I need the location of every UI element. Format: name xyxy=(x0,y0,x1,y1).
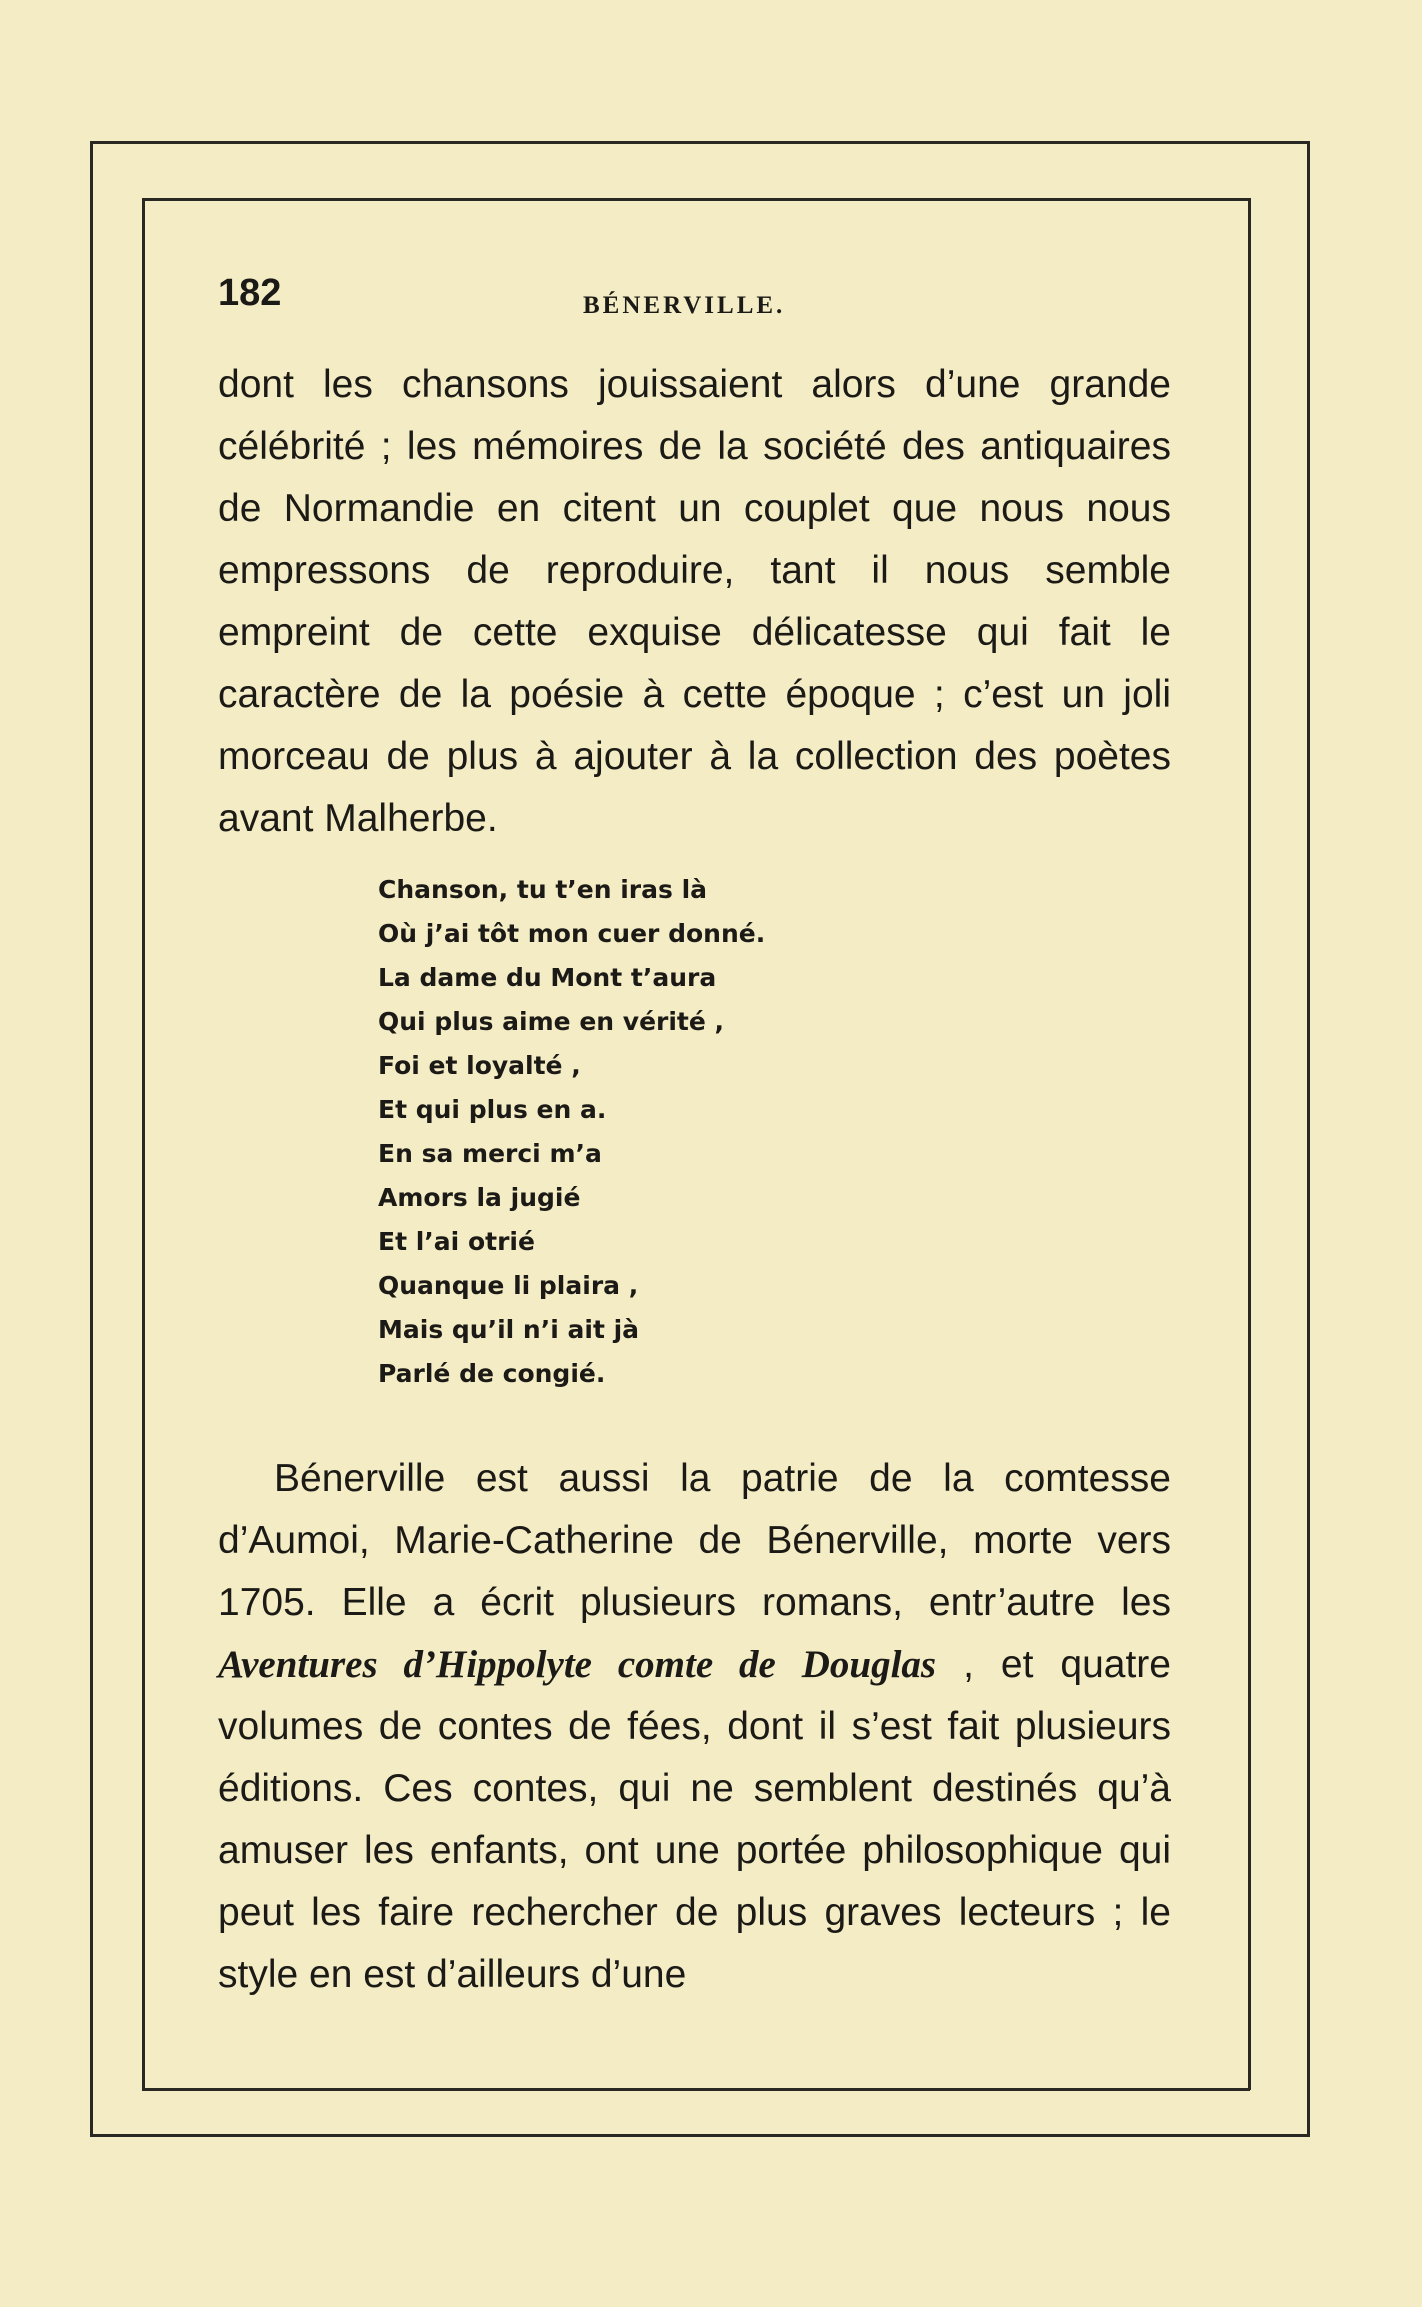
outer-frame-right-rule xyxy=(1307,141,1310,2137)
book-title: Aventures d’Hippolyte comte de Douglas xyxy=(218,1643,937,1686)
poem-block xyxy=(378,868,765,1396)
running-head: BÉNERVILLE. xyxy=(583,292,786,319)
poem-line: Mais qu’il n’i ait jà xyxy=(378,1315,640,1344)
inner-frame-right-rule xyxy=(1248,198,1251,2090)
paragraph-intro: dont les chansons jouissaient alors d’une grande célébrité ; les mémoires de la société des antiquaires de Normandie en citent un couplet que nous nous empressons de reproduire, tant il nous semble empreint de cette exquise délicatesse qui fait le caractère de la poésie à cette époque ; c’est un joli morceau de plus à ajouter à la collection des poètes avant Malherbe. xyxy=(218,363,1171,840)
poem-line: Chanson, tu t’en iras là xyxy=(378,875,708,904)
poem-line: En sa merci m’a xyxy=(378,1139,602,1168)
page-number: 182 xyxy=(218,272,282,314)
poem-line: La dame du Mont t’aura xyxy=(378,963,717,992)
inner-frame-top-rule xyxy=(142,198,1250,201)
poem-line: Où j’ai tôt mon cuer donné. xyxy=(378,919,766,948)
page-header xyxy=(218,272,1178,332)
outer-frame-left-rule xyxy=(90,141,93,2137)
paragraph-benerville xyxy=(218,1448,1171,2006)
poem-line: Parlé de congié. xyxy=(378,1359,606,1388)
poem-line: Foi et loyalté , xyxy=(378,1051,581,1080)
inner-frame-bottom-rule xyxy=(142,2088,1250,2091)
inner-frame-left-rule xyxy=(142,198,145,2090)
poem-line: Et l’ai otrié xyxy=(378,1227,535,1256)
paragraph-text-before-title: Bénerville est aussi la patrie de la comtesse d’Aumoi, Marie-Catherine de Bénerville, morte vers 1705. Elle a écrit plusieurs romans, entr’autre les xyxy=(218,1457,1171,1624)
outer-frame-top-rule xyxy=(90,141,1310,144)
poem-line: Amors la jugié xyxy=(378,1183,581,1212)
poem-line: Qui plus aime en vérité , xyxy=(378,1007,725,1036)
paragraph-text-after-title: , et quatre volumes de contes de fées, dont il s’est fait plusieurs éditions. Ces contes, qui ne semblent destinés qu’à amuser les enfants, ont une portée philosophique qui peut les faire rechercher de plus graves lecteurs ; le style en est d’ailleurs d’une xyxy=(218,1643,1171,1996)
poem-line: Et qui plus en a. xyxy=(378,1095,607,1124)
outer-frame-bottom-rule xyxy=(90,2134,1310,2137)
poem-line: Quanque li plaira , xyxy=(378,1271,639,1300)
